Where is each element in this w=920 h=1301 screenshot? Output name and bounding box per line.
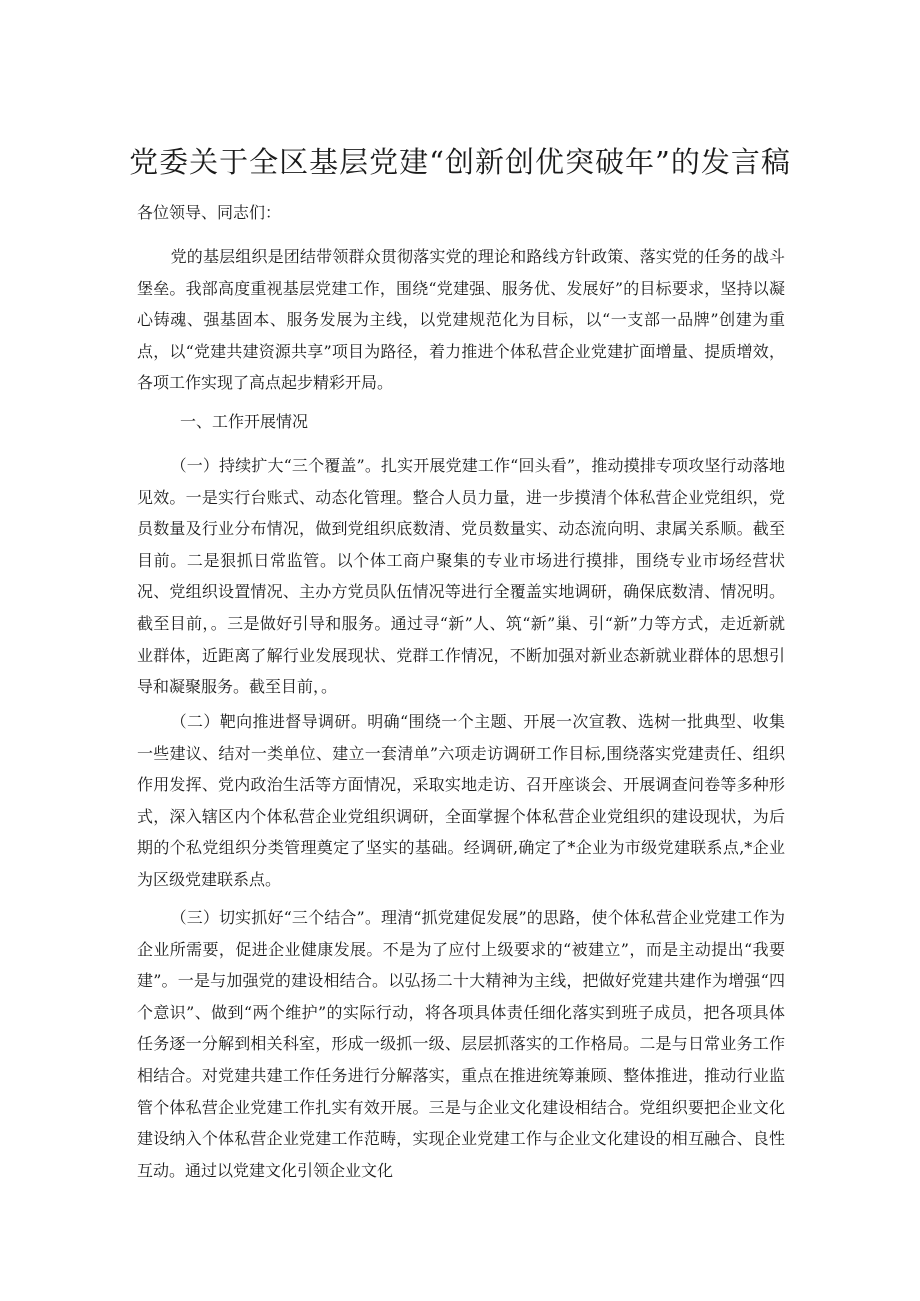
paragraph-supervision-research: （二）靶向推进督导调研。明确“围绕一个主题、开展一次宣教、选树一批典型、收集一些建议、结对一类单位、建立一套清单”六项走访调研工作目标,围绕落实党建责任、组织作用发挥、党内政治生活等方面情况，采取实地走访、召开座谈会、开展调查问卷等多种形式，深入辖区内个体私营企业党组织调研，全面掌握个体私营企业党组织的建设现状，为后期的个私党组织分类管理奠定了坚实的基础。经调研,确定了*企业为市级党建联系点,*企业为区级党建联系点。 xyxy=(137,712,785,889)
section-heading-work-status: 一、工作开展情况 xyxy=(180,412,309,431)
paragraph-intro: 党的基层组织是团结带领群众贯彻落实党的理论和路线方针政策、落实党的任务的战斗堡垒。我部高度重视基层党建工作，围绕“党建强、服务优、发展好”的目标要求，坚持以凝心铸魂、强基固本、服务发展为主线，以党建规范化为目标，以“一支部一品牌”创建为重点，以“党建共建资源共享”项目为路径，着力推进个体私营企业党建扩面增量、提质增效，各项工作实现了高点起步精彩开局。 xyxy=(137,247,785,393)
document-title: 党委关于全区基层党建“创新创优突破年”的发言稿 xyxy=(129,145,791,179)
paragraph-three-coverages: （一）持续扩大“三个覆盖”。扎实开展党建工作“回头看”，推动摸排专项攻坚行动落地见效。一是实行台账式、动态化管理。整合人员力量，进一步摸清个体私营企业党组织，党员数量及行业分布情况，做到党组织底数清、党员数量实、动态流向明、隶属关系顺。截至目前。二是狠抓日常监管。以个体工商户聚集的专业市场进行摸排，围绕专业市场经营状况、党组织设置情况、主办方党员队伍情况等进行全覆盖实地调研，确保底数清、情况明。截至目前，。三是做好引导和服务。通过寻“新”人、筑“新”巢、引“新”力等方式，走近新就业群体，近距离了解行业发展现状、党群工作情况，不断加强对新业态新就业群体的思想引导和凝聚服务。截至目前，。 xyxy=(137,456,785,697)
salutation: 各位领导、同志们： xyxy=(137,203,282,222)
paragraph-three-combinations: （三）切实抓好“三个结合”。理清“抓党建促发展”的思路，使个体私营企业党建工作为企业所需要，促进企业健康发展。不是为了应付上级要求的“被建立”，而是主动提出“我要建”。一是与加强党的建设相结合。以弘扬二十大精神为主线，把做好党建共建作为增强“四个意识”、做到“两个维护”的实际行动，将各项具体责任细化落实到班子成员，把各项具体任务逐一分解到相关科室，形成一级抓一级、层层抓落实的工作格局。二是与日常业务工作相结合。对党建共建工作任务进行分解落实，重点在推进统筹兼顾、整体推进，推动行业监管个体私营企业党建工作扎实有效开展。三是与企业文化建设相结合。党组织要把企业文化建设纳入个体私营企业党建工作范畴，实现企业党建工作与企业文化建设的相互融合、良性互动。通过以党建文化引领企业文化 xyxy=(137,908,785,1180)
